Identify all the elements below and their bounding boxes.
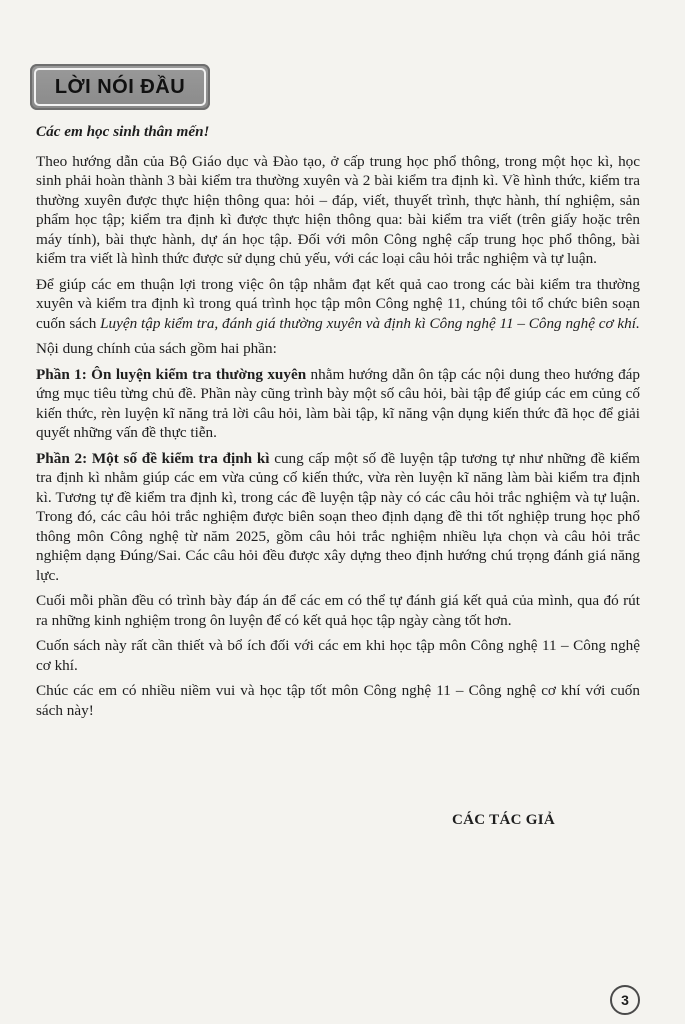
paragraph-part-1 <box>36 365 640 443</box>
heading-banner-frame <box>34 68 206 106</box>
heading-banner <box>30 64 210 110</box>
paragraph-assessment-rules: Theo hướng dẫn của Bộ Giáo dục và Đào tạo, ở cấp trung học phổ thông, trong một học kì, học sinh phải hoàn thành 3 bài kiểm tra thường xuyên và 2 bài kiểm tra định kì. Về hình thức, kiểm tra thường xuyên được thực hiện thông qua: hỏi – đáp, viết, thuyết trình, thực hành, thí nghiệm, sản phẩm học tập; kiểm tra định kì được thực hiện thông qua: bài kiểm tra viết (trên giấy hoặc trên máy tính), bài thực hành, dự án học tập. Đối với môn Công nghệ cấp trung học phổ thông, bài kiểm tra viết là hình thức được sử dụng chủ yếu, với các loại câu hỏi trắc nghiệm và tự luận. <box>36 152 640 267</box>
paragraph-part-2 <box>36 449 640 586</box>
part-1-text: nhằm hướng dẫn ôn tập các nội dung theo hướng đáp ứng mục tiêu từng chủ đề. Phần này cũng trình bày một số câu hỏi, bài tập để giúp các em củng cố kiến thức, rèn luyện kĩ năng trả lời câu hỏi, làm bài tập, kĩ năng vận dụng kiến thức đã học để giải quyết những vấn đề thực tiễn. <box>36 365 640 441</box>
page-number: 3 <box>610 985 640 1015</box>
part-2-label: Phần 2: Một số đề kiểm tra định kì <box>36 449 270 467</box>
paragraph-contents-intro: Nội dung chính của sách gồm hai phần: <box>36 340 277 357</box>
preface-body <box>36 122 640 726</box>
paragraph-usefulness: Cuốn sách này rất cần thiết và bổ ích đối với các em khi học tập môn Công nghệ 11 – Công nghệ cơ khí. <box>36 637 640 674</box>
authors-signature: CÁC TÁC GIẢ <box>452 812 556 828</box>
part-2-text: cung cấp một số đề luyện tập tương tự như những đề kiểm tra định kì nhằm giúp các em vừa củng cố kiến thức, vừa rèn luyện kĩ năng làm bài kiểm tra định kì. Tương tự đề kiểm tra định kì, trong các đề luyện tập này có các câu hỏi trắc nghiệm và tự luận. Trong đó, các câu hỏi trắc nghiệm được biên soạn theo định dạng đề thi tốt nghiệp trung học phổ thông môn Công nghệ từ năm 2025, gồm câu hỏi trắc nghiệm nhiều lựa chọn và câu hỏi trắc nghiệm dạng Đúng/Sai. Các câu hỏi đều được xây dựng theo định hướng chú trọng đánh giá năng lực. <box>36 449 640 584</box>
paragraph-answers: Cuối mỗi phần đều có trình bày đáp án để các em có thể tự đánh giá kết quả của mình, qua đó rút ra những kinh nghiệm trong ôn luyện để có kết quả học tập ngày càng tốt hơn. <box>36 592 640 629</box>
greeting: Các em học sinh thân mến! <box>36 123 210 140</box>
book-title: Luyện tập kiểm tra, đánh giá thường xuyên và định kì Công nghệ 11 – Công nghệ cơ khí. <box>100 314 640 332</box>
paragraph-book-purpose <box>36 275 640 334</box>
part-1-label: Phần 1: Ôn luyện kiểm tra thường xuyên <box>36 365 307 383</box>
page-title: LỜI NÓI ĐẦU <box>54 75 186 98</box>
paragraph-wishes: Chúc các em có nhiều niềm vui và học tập tốt môn Công nghệ 11 – Công nghệ cơ khí với cuốn sách này! <box>36 682 640 719</box>
book-purpose-text: Để giúp các em thuận lợi trong việc ôn tập nhằm đạt kết quả cao trong các bài kiểm tra thường xuyên và kiểm tra định kì trong quá trình học tập môn Công nghệ 11, chúng tôi tổ chức biên soạn cuốn sách <box>36 275 640 332</box>
